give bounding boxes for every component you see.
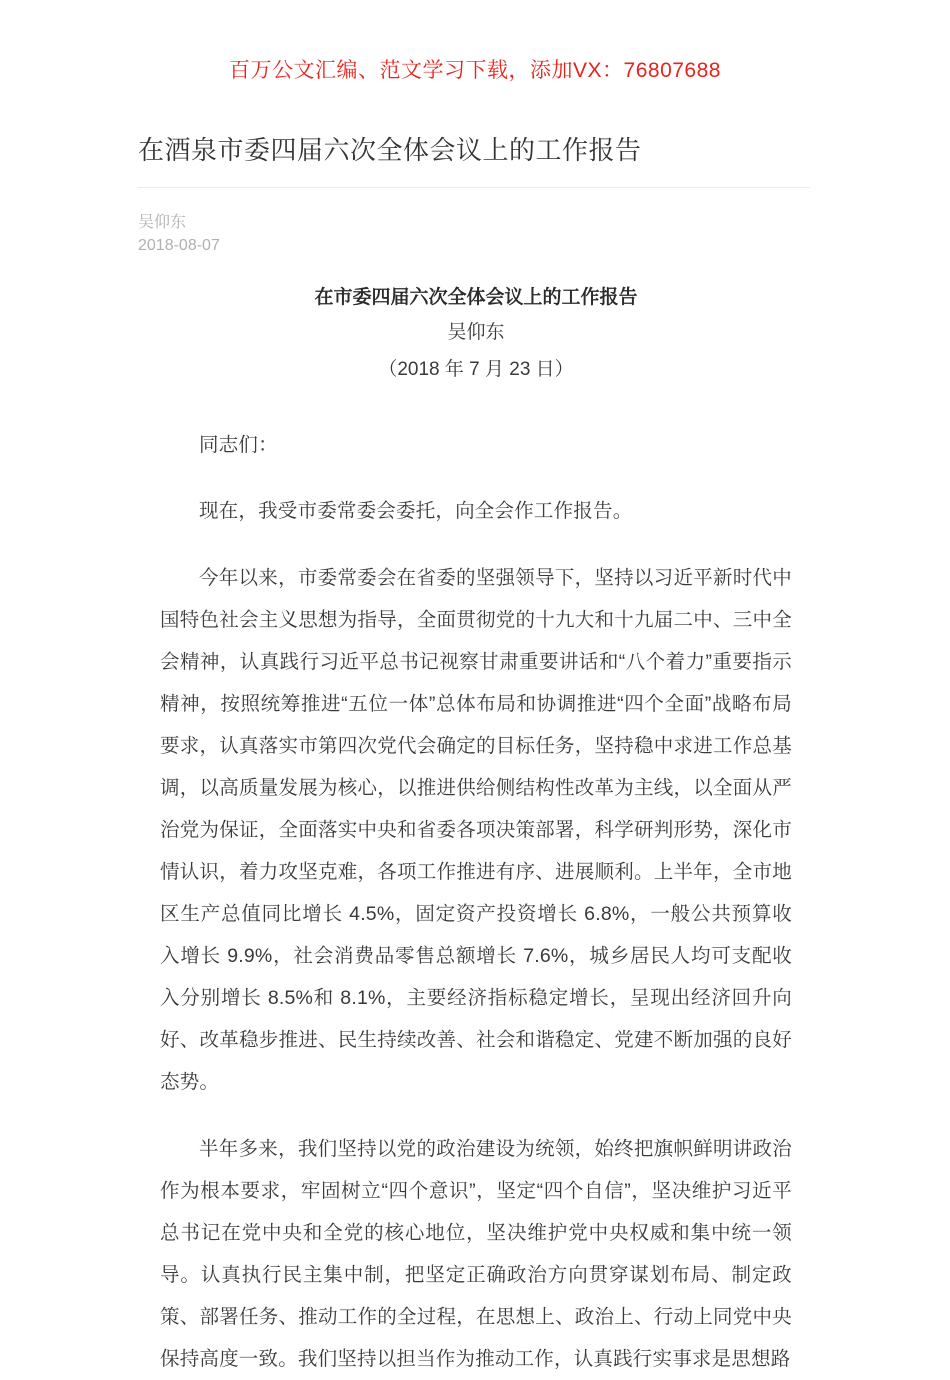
- article-meta: [138, 211, 810, 257]
- promo-banner-text: 百万公文汇编、范文学习下载，添加VX：76807688: [229, 59, 721, 82]
- document-heading: 在市委四届六次全体会议上的工作报告: [314, 287, 638, 308]
- paragraph-intro: 现在，我受市委常委会委托，向全会作工作报告。: [199, 500, 633, 522]
- document-date: （2018 年 7 月 23 日）: [378, 359, 574, 380]
- page-title: 在酒泉市委四届六次全体会议上的工作报告: [138, 135, 642, 165]
- document-content: [160, 283, 792, 1380]
- document-paragraphs: [160, 424, 792, 1380]
- paragraph-political-construction: 半年多来，我们坚持以党的政治建设为统领，始终把旗帜鲜明讲政治作为根本要求，牢固树立“四个意识”，坚定“四个自信”，坚决维护习近平总书记在党中央和全党的核心地位，坚决维护党中央权威和集中统一领导。认真执行民主集中制，把坚定正确政治方向贯穿谋划布局、制定政策、部署任务、推动工作的全过程，在思想上、政治上、行动上同党中央保持高度一致。我们坚持以担当作为推动工作，认真践行实事求是思想路: [160, 1138, 792, 1370]
- article-header: [138, 130, 810, 257]
- paragraph-economic-review: 今年以来，市委常委会在省委的坚强领导下，坚持以习近平新时代中国特色社会主义思想为指导，全面贯彻党的十九大和十九届二中、三中全会精神，认真践行习近平总书记视察甘肃重要讲话和“八个着力”重要指示精神，按照统筹推进“五位一体”总体布局和协调推进“四个全面”战略布局要求，认真落实市第四次党代会确定的目标任务，坚持稳中求进工作总基调，以高质量发展为核心，以推进供给侧结构性改革为主线，以全面从严治党为保证，全面落实中央和省委各项决策部署，科学研判形势，深化市情认识，着力攻坚克难，各项工作推进有序、进展顺利。上半年，全市地区生产总值同比增长 4.5%，固定资产投资增长 6.8%，一般公共预算收入增长 9.9%，社会消费品零售总额增长 7.6%，城乡居民人均可支配收入分别增长 8.5%和 8.1%，主要经济指标稳定增长，呈现出经济回升向好、改革稳步推进、民生持续改善、社会和谐稳定、党建不断加强的良好态势。: [160, 567, 792, 1093]
- article-author: 吴仰东: [138, 214, 187, 231]
- article-date: 2018-08-07: [138, 237, 220, 254]
- document-author: 吴仰东: [447, 322, 505, 343]
- paragraph-salutation: 同志们：: [199, 434, 278, 456]
- title-divider: [138, 187, 810, 188]
